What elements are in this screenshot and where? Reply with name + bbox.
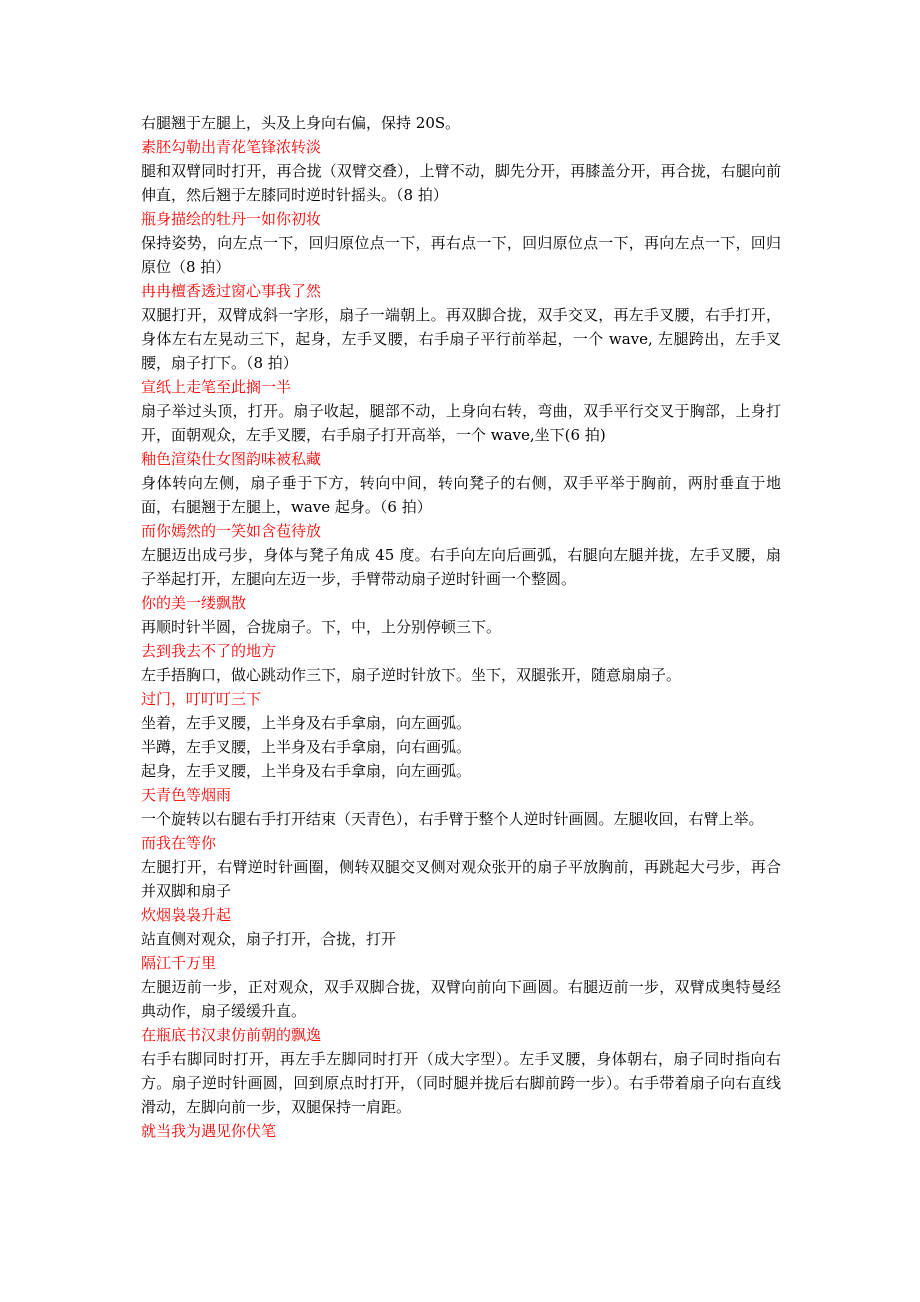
description-line: 扇子举过头顶，打开。扇子收起，腿部不动，上身向右转，弯曲，双手平行交叉于胸部，上身打开，面朝观众，左手叉腰，右手扇子打开高举，一个 wave,坐下(6 拍)	[141, 402, 781, 444]
description-line: 身体转向左侧，扇子垂于下方，转向中间，转向凳子的右侧，双手平举于胸前，两肘垂直于地面，右腿翘于左腿上，wave 起身。（6 拍）	[141, 474, 781, 516]
description-line: 双腿打开，双臂成斜一字形，扇子一端朝上。再双脚合拢，双手交叉，再左手叉腰，右手打开，身体左右左晃动三下，起身，左手叉腰，右手扇子平行前举起，一个 wave, 左腿跨出，左手叉腰，扇子打下。（8 拍）	[141, 306, 781, 372]
lyric-line: 炊烟袅袅升起	[141, 906, 232, 924]
lyric-line: 而我在等你	[141, 834, 217, 852]
description-line: 左腿迈出成弓步，身体与凳子角成 45 度。右手向左向后画弧，右腿向左腿并拢，左手叉腰，扇子举起打开，左腿向左迈一步，手臂带动扇子逆时针画一个整圆。	[141, 546, 781, 588]
lyric-line: 过门，叮叮叮三下	[141, 690, 262, 708]
lyric-line: 就当我为遇见你伏笔	[141, 1122, 277, 1140]
document-page	[141, 111, 781, 1143]
lyric-line: 而你嫣然的一笑如含苞待放	[141, 522, 322, 540]
description-line: 左手捂胸口，做心跳动作三下，扇子逆时针放下。坐下，双腿张开，随意扇扇子。	[141, 666, 682, 684]
lyric-line: 瓶身描绘的牡丹一如你初妆	[141, 210, 322, 228]
description-line: 右手右脚同时打开，再左手左脚同时打开（成大字型）。左手叉腰，身体朝右，扇子同时指向右方。扇子逆时针画圆，回到原点时打开，（同时腿并拢后右脚前跨一步）。右手带着扇子向右直线滑动，左脚向前一步，双腿保持一肩距。	[141, 1050, 781, 1116]
lyric-line: 在瓶底书汉隶仿前朝的飘逸	[141, 1026, 322, 1044]
description-line: 左腿打开，右臂逆时针画圈，侧转双腿交叉侧对观众张开的扇子平放胸前，再跳起大弓步，再合并双脚和扇子	[141, 858, 781, 900]
description-line: 再顺时针半圆，合拢扇子。下，中，上分别停顿三下。	[141, 618, 502, 636]
description-line: 站直侧对观众，扇子打开，合拢，打开	[141, 930, 397, 948]
description-line: 保持姿势，向左点一下，回归原位点一下，再右点一下，回归原位点一下，再向左点一下，回归原位（8 拍）	[141, 234, 781, 276]
lyric-line: 去到我去不了的地方	[141, 642, 277, 660]
lyric-line: 釉色渲染仕女图韵味被私藏	[141, 450, 322, 468]
lyric-line: 冉冉檀香透过窗心事我了然	[141, 282, 322, 300]
description-line: 右腿翘于左腿上，头及上身向右偏，保持 20S。	[141, 114, 461, 132]
description-line: 坐着，左手叉腰，上半身及右手拿扇，向左画弧。	[141, 714, 472, 732]
lyric-line: 宣纸上走笔至此搁一半	[141, 378, 292, 396]
lyric-line: 你的美一缕飘散	[141, 594, 247, 612]
description-line: 半蹲，左手叉腰，上半身及右手拿扇，向右画弧。	[141, 738, 472, 756]
description-line: 腿和双臂同时打开，再合拢（双臂交叠），上臂不动，脚先分开，再膝盖分开，再合拢，右腿向前伸直，然后翘于左膝同时逆时针摇头。（8 拍）	[141, 162, 781, 204]
lyric-line: 隔江千万里	[141, 954, 217, 972]
description-line: 一个旋转以右腿右手打开结束（天青色），右手臂于整个人逆时针画圆。左腿收回，右臂上举。	[141, 810, 764, 828]
lyric-line: 素胚勾勒出青花笔锋浓转淡	[141, 138, 322, 156]
description-line: 左腿迈前一步，正对观众，双手双脚合拢，双臂向前向下画圆。右腿迈前一步，双臂成奥特曼经典动作，扇子缓缓升直。	[141, 978, 781, 1020]
description-line: 起身，左手叉腰，上半身及右手拿扇，向左画弧。	[141, 762, 472, 780]
lyric-line: 天青色等烟雨	[141, 786, 232, 804]
